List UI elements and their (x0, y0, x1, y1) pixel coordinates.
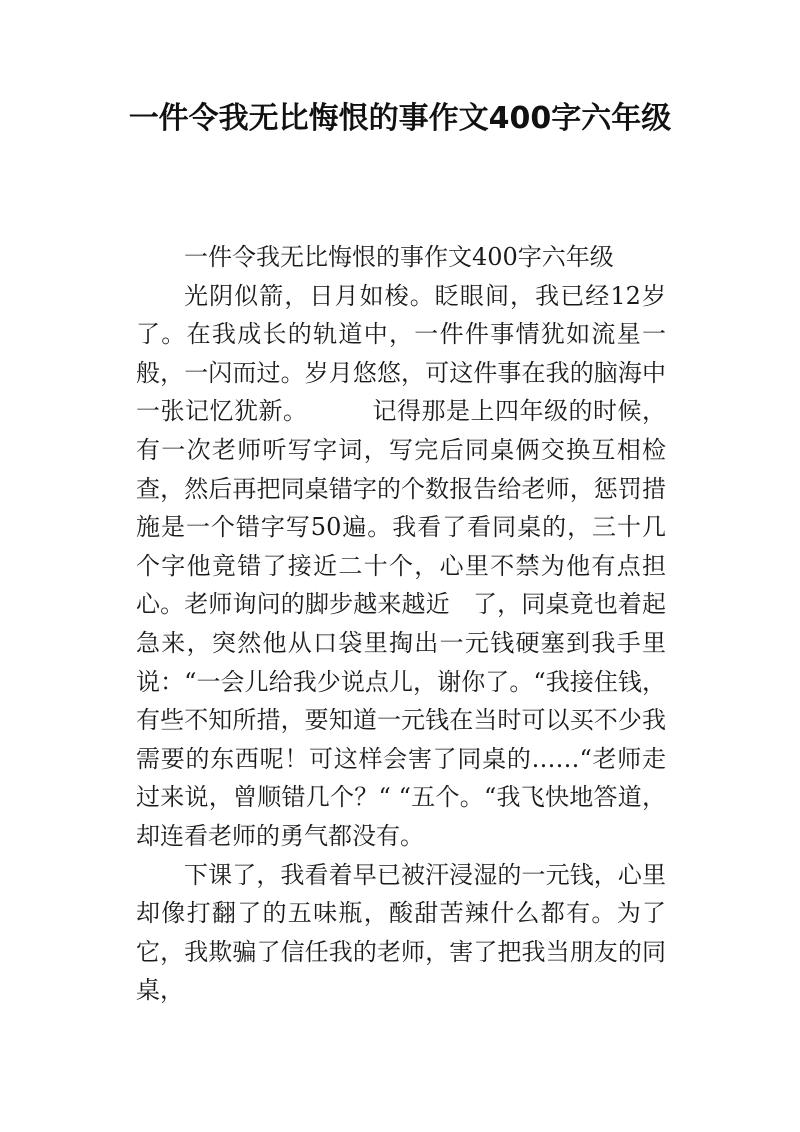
document-title: 一件令我无比悔恨的事作文400字六年级 (128, 101, 672, 136)
document-body (136, 238, 666, 1010)
paragraph-heading-line: 一件令我无比悔恨的事作文400字六年级 (184, 243, 614, 271)
paragraph-memory: 光阴似箭，日月如梭。眨眼间，我已经12岁了。在我成长的轨道中，一件件事情犹如流星一般，一闪而过。岁月悠悠，可这件事在我的脑海中一张记忆犹新。 记得那是上四年级的时候，有一次老师听写字词，写完后同桌俩交换互相检查，然后再把同桌错字的个数报告给老师，惩罚措施是一个错字写50遍。我看了看同桌的，三十几个字他竟错了接近二十个，心里不禁为他有点担心。老师询问的脚步越来越近 了，同桌竟也着起急来，突然他从口袋里掏出一元钱硬塞到我手里说：“一会儿给我少说点儿，谢你了。“我接住钱，有些不知所措，要知道一元钱在当时可以买不少我需要的东西呢！可这样会害了同桌的……“老师走过来说，曾顺错几个？“ “五个。“我飞快地答道，却连看老师的勇气都没有。 (136, 281, 666, 850)
paragraph-after-class: 下课了，我看着早已被汗浸湿的一元钱，心里却像打翻了的五味瓶，酸甜苦辣什么都有。为了它，我欺骗了信任我的老师，害了把我当朋友的同桌， (136, 860, 666, 1005)
